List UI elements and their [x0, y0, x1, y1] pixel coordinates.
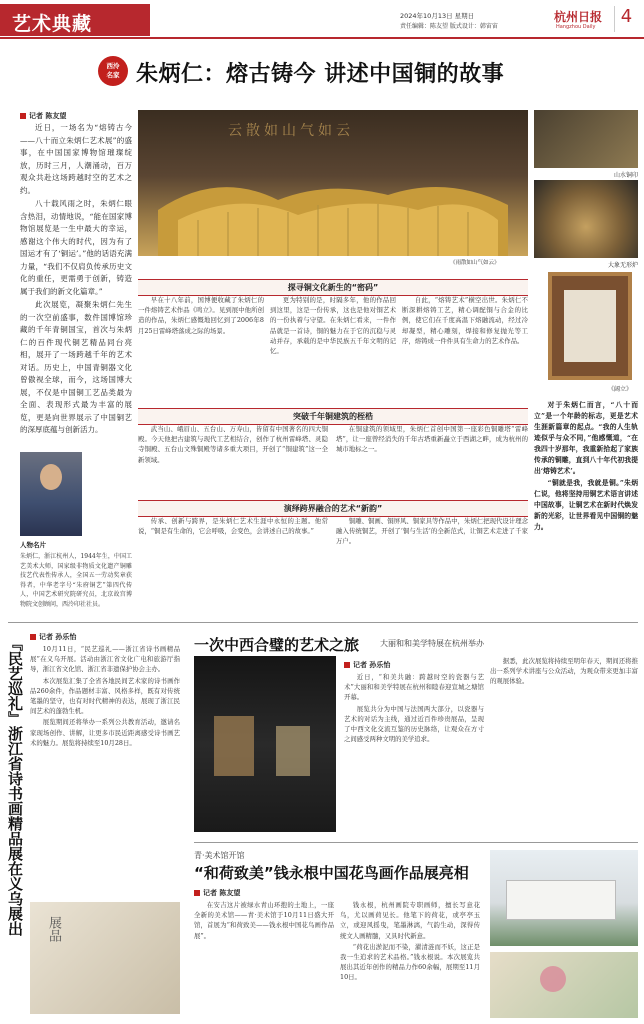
main-photo-caption: 《雨散如山气如云》 [450, 260, 500, 266]
left-article-text [30, 644, 180, 896]
article2-col1 [344, 672, 484, 832]
left-article-paragraph: 展览期间还将举办一系列公共教育活动，邀请名家现场创作、讲解，让更多市民近距离感受诗书画艺术的魅力。展览将持续至10月28日。 [30, 718, 180, 747]
side-photo-1 [534, 110, 638, 168]
portrait-photo [20, 452, 82, 536]
bio-text: 朱炳仁，浙江杭州人，1944年生，中国工艺美术大师，国家级非物质文化遗产铜雕技艺代表性传承人，全国五一劳动奖章获得者，中华老字号“朱府铜艺”第四代传人，中国艺术研究院研究员，北京故宫博物院文创顾问，西泠印社社员。 [20, 553, 132, 608]
article3-kicker: 青·美术馆开馆 [194, 851, 245, 860]
article3-paragraph: “荷花出淤泥而不染，濯清涟而不妖，这正是我一生追求的艺术品格。”钱永根说。本次展览共展出其近年创作的精品力作60余幅，展期至11月10日。 [340, 942, 480, 982]
side-photo-3 [548, 272, 632, 380]
logo-text: 杭州日报 [554, 10, 603, 24]
intro-paragraph: 此次展览，凝聚朱炳仁先生的一次空前盛事，数件国博馆珍藏的千年青铜国宝，首次与朱炳仁的百件现代铜艺精品同台亮相，展开了一场跨越千年的艺术对话。历史上，中国青铜器文化曾傲视全球，而今，这场国博大展，不仅是中国铜工艺品类最为全面、表现形式最为丰富的展览，更是向世界展示了中国铜艺的深厚底蕴与创新活力。 [20, 300, 132, 434]
article2-paragraph: 近日，“和美共融：跨越时空的瓷器与艺术”大丽和和美学特展在杭州和睦春迎宣城之塘馆开幕。 [344, 673, 484, 702]
article2-col2 [490, 656, 638, 832]
section1-paragraph: 早在十八年前，国博便收藏了朱炳仁的一件熔铸艺术作品《鸣立》。见到展中他所创造的作品，朱炳仁感慨地回忆到了2006年8月25日雷峰塔落成之际的场景。 [138, 296, 264, 335]
side-photo-2 [534, 180, 638, 258]
section1-col3 [402, 295, 528, 407]
article-divider [194, 842, 638, 843]
section3-col2 [336, 516, 528, 612]
left-article-title: 『民艺巡礼』浙江省诗书画精品展在义乌展出 [6, 636, 24, 936]
article3-photo-building [490, 850, 638, 946]
date-line: 2024年10月13日 星期日 [400, 12, 475, 20]
article2-photo [194, 656, 336, 832]
main-photo-calligraphy: 云散如山气如云 [228, 123, 354, 139]
bronze-sculpture-graphic [138, 150, 528, 256]
section-divider [8, 622, 638, 623]
article3-col1 [194, 900, 334, 1018]
article3-photo-painting [490, 952, 638, 1018]
article2-paragraph: 据悉，此次展览将持续至明年春天，期间还将推出一系列学术讲座与公众活动，为观众带来更加丰富的观展体验。 [490, 657, 638, 686]
article3-author: 记者 陈友望 [194, 888, 240, 898]
section2-col1 [138, 424, 328, 498]
section3-paragraph: 传承、创新与跨界，是朱炳仁艺术生涯中永恒的主题。他常说，“铜是有生命的，它会呼吸，会变色，会讲述自己的故事。” [138, 517, 328, 536]
article2-author: 记者 孙乐怡 [344, 660, 390, 670]
article3-col2 [340, 900, 480, 1018]
section3-col1 [138, 516, 328, 612]
logo-sub: Hangzhou Daily [556, 24, 596, 30]
intro-paragraph: 八十载风雨之时，朱炳仁眼含热泪，动情地说，“能在国家博物馆展览是一生中最大的幸运，感谢这个伟大的时代，因为有了国运才有了‘铜运’。”他的话语充满力量，“我们不仅肩负传承历史文化的重任，更需勇于创新，铸造属于我们的新文化篇章。” [20, 199, 132, 296]
left-article-photo [30, 902, 180, 1014]
side-photo-caption-3: 《阔立》 [607, 386, 632, 393]
section3-paragraph: 铜雕、铜画、铜屏风、铜家具等作品中，朱炳仁把现代设计理念融入传统铜艺，开创了‘铜与生活’的全新范式，让铜艺术走进了千家万户。 [336, 517, 528, 546]
article2-title: 一次中西合璧的艺术之旅 [194, 636, 360, 654]
section1-title: 探寻铜文化新生的“密码” [138, 279, 528, 296]
section1-col2 [270, 295, 396, 407]
left-article-paragraph: 本次展览汇集了全省各地民间艺术家的诗书画作品260余件，作品题材丰富、风格多样，既有对传统笔墨的坚守，也有对时代精神的表达，展现了浙江民间艺术的蓬勃生机。 [30, 676, 180, 716]
page-header [0, 0, 644, 40]
section2-paragraph: 在铜建筑的领域里，朱炳仁首创中国第一座彩色铜雕塔“雷峰塔”，让一座曾经消失的千年古塔重新矗立于西湖之畔，成为杭州的城市地标之一。 [336, 425, 528, 454]
side-photo-caption-1: 山水铜印 [613, 172, 638, 179]
lead-badge [98, 56, 128, 86]
page-number: 4 [614, 6, 638, 32]
portrait-caption: 人物名片 [20, 541, 46, 549]
left-article-photo-caption: 展品 [46, 916, 61, 942]
section1-paragraph: 自此，“熔铸艺术”横空出世。朱炳仁不断深耕熔铸工艺，精心调配铜与合金的比例，使它们在千度高温下熔融流动，经过冷却凝型，精心雕刻，焊接和修复抛光等工序，熔铸成一件件具有生命力的艺术作品。 [402, 296, 528, 345]
section1-col1 [138, 295, 264, 407]
right-paragraph: “铜就是我，我就是铜。”朱炳仁说，他将坚持用铜艺术语言讲述中国故事，让铜艺术在新时代焕发新的光彩，让世界看见中国铜的魅力。 [534, 479, 638, 531]
article3-paragraph: 钱永根，杭州画院专职画师，擅长写意花鸟，尤以画荷见长。他笔下的荷花，或亭亭玉立，或迎风摇曳，笔墨淋漓，气韵生动，深得传统文人画精髓，又具时代新意。 [340, 901, 480, 940]
right-paragraph: 对于朱炳仁而言，“八十而立”是一个年龄的标志，更是艺术生涯新篇章的起点。“我的人生轨迹似乎与众不同，”他感慨道，“在我四十岁那年，我重新拾起了家族传承的铜雕，直到八十年代初我提出‘熔铸艺术’。 [534, 401, 638, 475]
section2-title: 突破千年铜建筑的桎梏 [138, 408, 528, 425]
editor-line: 责任编辑：陈友望 版式设计：韩宙宙 [400, 23, 498, 30]
left-article-author: 记者 孙乐怡 [30, 632, 76, 642]
article3-paragraph: 在安吉这片被绿水青山环抱的土地上，一座全新的美术馆——青·美术馆于10月11日盛大开馆，首展为“和荷致美——钱永根中国花鸟画作品展”。 [194, 901, 334, 940]
section2-col2 [336, 424, 528, 498]
left-article-paragraph: 10月11日，“民艺巡礼——浙江省诗书画精品展”在义乌开展。活动由浙江省文化广电和旅游厅指导，浙江省文化馆、浙江省非遗保护协会主办。 [30, 645, 180, 674]
lead-intro [20, 122, 132, 447]
article2-paragraph: 展览共分为中国与法国两大部分，以瓷器与艺术的对话为主线，通过近百件珍贵展品，呈现了中西文化交流互鉴的历史脉络，让观众在方寸之间感受两种文明的美学追求。 [344, 704, 484, 744]
right-column-text [534, 400, 638, 612]
article3-title: “和荷致美”钱永根中国花鸟画作品展亮相 [194, 864, 469, 882]
lead-headline: 朱炳仁：熔古铸今 讲述中国铜的故事 [136, 62, 505, 87]
side-photo-caption-2: 大象无形炉 [607, 262, 638, 269]
badge-line1: 西泠 [106, 62, 120, 70]
section1-paragraph: 更为特别的是，时隔多年，他的作品回到这里，这是一份传承，这也是他对铜艺术的一份执着与守望。在朱炳仁看来，一件作品就是一首诗，铜的魅力在于它的沉稳与灵动并存，承载的是中华民族五千年文明的记忆。 [270, 296, 396, 356]
intro-paragraph: 近日，一场名为“熔铸古今——八十而立朱炳仁艺术展”的盛事，在中国国家博物馆璀璨绽放，历时三月，人潮涌动，百万观众共赴这场跨越时空的艺术之约。 [20, 123, 132, 195]
section-title: 艺术典藏 [12, 13, 93, 35]
header-rule [0, 37, 644, 39]
lead-author: 记者 陈友望 [20, 111, 66, 121]
main-photo [138, 110, 528, 256]
badge-line2: 名家 [106, 71, 120, 79]
section3-title: 演绎跨界融合的艺术“新韵” [138, 500, 528, 517]
article2-subtitle: 大丽和和美学特展在杭州举办 [380, 639, 484, 648]
section2-paragraph: 武当山、峨眉山、五台山、万寿山，皆留有中国著名的四大铜殿。今天他把古建筑与现代工艺相结合，创作了杭州雷峰塔、灵隐寺铜殿、五台山文殊铜殿等诸多重大项目，开创了“铜建筑”这一全新领域。 [138, 425, 328, 464]
